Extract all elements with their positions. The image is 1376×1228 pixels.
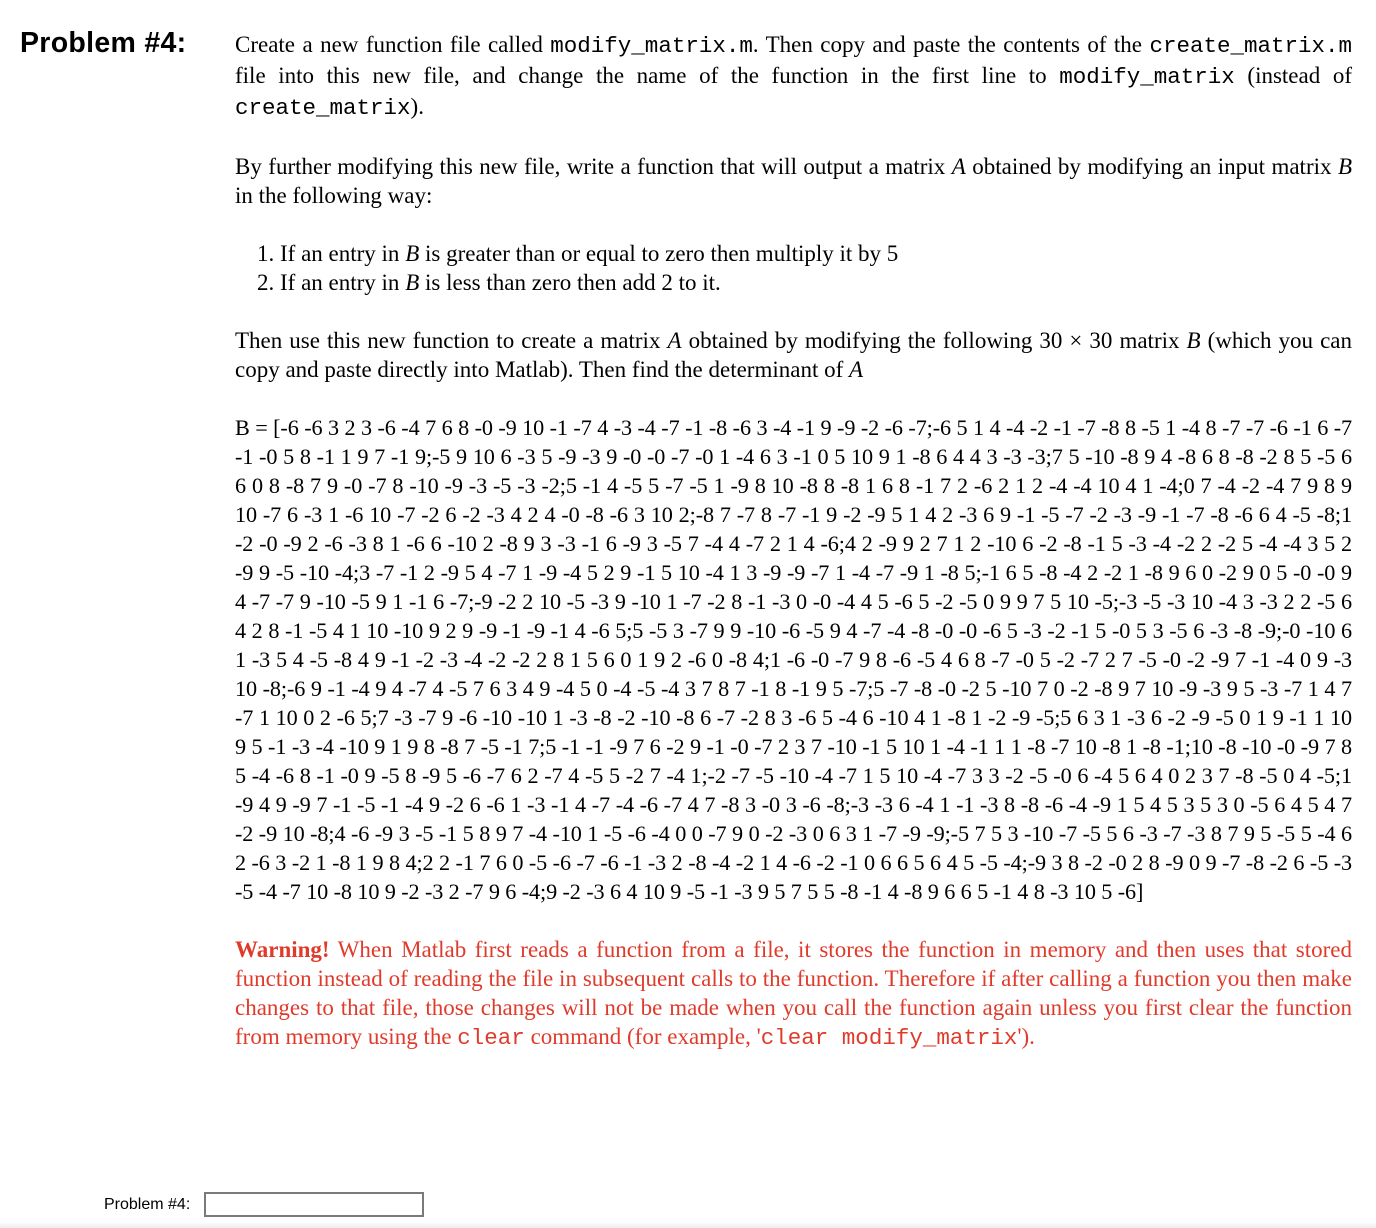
- filename-modify-matrix: modify_matrix.m: [550, 33, 753, 59]
- var-b: B: [405, 270, 420, 295]
- rule-item: [257, 239, 1352, 268]
- rule-text: If an entry in: [274, 270, 406, 295]
- rule-text: If an entry in: [274, 241, 406, 266]
- intro-text-4: (instead of: [1234, 63, 1352, 88]
- var-a: A: [951, 154, 966, 179]
- task-text-1: Then use this new function to create a matrix: [235, 328, 668, 353]
- bottom-shade: [0, 1222, 1376, 1228]
- warning-text-2: command (for example, ': [524, 1024, 761, 1049]
- var-b: B: [1186, 328, 1201, 353]
- matrix-b-definition: B = [-6 -6 3 2 3 -6 -4 7 6 8 -0 -9 10 -1 -7 4 -3 -4 -7 -1 -8 -6 3 -4 -1 9 -9 -2 -6 -7;-6 5 1 4 -4 -2 -1 -7 -8 8 -5 1 -4 8 -7 -7 -6 -1 6 -7 -1 -0 5 8 -1 1 9 7 -1 9;-5 9 10 6 -3 5 -9 -3 9 -0 -0 -7 -0 1 -4 6 3 -1 0 5 10 9 1 -8 6 4 4 3 -3 -3;7 5 -10 -8 9 4 -8 6 8 -8 -2 8 5 -5 6 6 0 8 -8 7 9 -0 -7 8 -10 -9 -3 -5 -3 -2;5 -1 4 -5 5 -7 -5 1 -9 8 10 -8 8 -8 1 6 8 -1 7 2 -6 2 1 2 -4 -4 10 4 1 -4;0 7 -4 -2 -4 7 9 8 9 10 -7 6 -3 1 -6 10 -7 -2 6 -2 -3 4 2 4 -0 -8 -6 3 10 2;-8 7 -7 8 -7 -1 9 -2 -9 5 1 4 2 -3 6 9 -1 -5 -7 -2 -3 -9 -1 -7 -8 -6 6 4 -5 -8;1 -2 -0 -9 2 -6 -3 8 1 -6 6 -10 2 -8 9 3 -3 -1 6 -9 3 -5 7 -4 4 -7 2 1 4 -6;4 2 -9 9 2 7 1 2 -10 6 -2 -8 -1 5 -3 -4 -2 2 -2 5 -4 -4 3 5 2 -9 9 -5 -10 -4;3 -7 -1 2 -9 5 4 -7 1 -9 -4 5 2 9 -1 5 10 -4 1 3 -9 -9 -7 1 -4 -7 -9 1 -8 5;-1 6 5 -8 -4 2 -2 1 -8 9 6 0 -2 9 0 5 -0 -0 9 4 -7 -7 9 -10 -5 9 1 -1 6 -7;-9 -2 2 10 -5 -3 9 -10 1 -7 -2 8 -1 -3 0 -0 -4 4 5 -6 5 -2 -5 0 9 9 7 5 10 -5;-3 -5 -3 10 -4 3 -3 2 2 -5 6 4 2 8 -1 -5 4 1 10 -10 9 2 9 -9 -1 -9 -1 4 -6 5;5 -5 3 -7 9 9 -10 -6 -5 9 4 -7 -4 -8 -0 -0 -6 5 -3 -2 -1 5 -0 5 3 -5 6 -3 -8 -9;-0 -10 6 1 -3 5 4 -5 -8 4 9 -1 -2 -3 -4 -2 -2 2 8 1 5 6 0 1 9 2 -6 0 -8 4;1 -6 -0 -7 9 8 -6 -5 4 6 8 -7 -0 5 -2 -7 2 7 -5 -0 -2 -9 7 -1 -4 0 9 -3 10 -8;-6 9 -1 -4 9 4 -7 4 -5 7 6 3 4 9 -4 5 0 -4 -5 -4 3 7 8 7 -1 8 -1 9 5 -7;5 -7 -8 -0 -2 5 -10 7 0 -2 -8 9 7 10 -9 -3 9 5 -3 -7 1 4 7 -7 1 10 0 2 -6 5;7 -3 -7 9 -6 -10 -10 1 -3 -8 -2 -10 -8 6 -7 -2 8 3 -6 5 -4 6 -10 4 1 -8 1 -2 -9 -5;5 6 3 1 -3 6 -2 -9 -5 0 1 9 -1 1 10 9 5 -1 -3 -4 -10 9 1 9 8 -8 7 -5 -1 7;5 -1 -1 -9 7 6 -2 9 -1 -0 -7 2 3 7 -10 -1 5 10 1 -4 -1 1 1 -8 -7 10 -8 1 -8 -1;10 -8 -10 -0 -9 7 8 5 -4 -6 8 -1 -0 9 -5 8 -9 5 -6 -7 6 2 -7 4 -5 5 -2 7 -4 1;-2 -7 -5 -10 -4 -7 1 5 10 -4 -7 3 3 -2 -5 -0 6 -4 5 6 4 0 2 3 7 -8 -5 0 4 -5;1 -9 4 9 -9 7 -1 -5 -1 -4 9 -2 6 -6 1 -3 -1 4 -7 -4 -6 -7 4 7 -8 3 -0 3 -6 -8;-3 -3 6 -4 1 -1 -3 8 -8 -6 -4 -9 1 5 4 5 3 5 3 0 -5 6 4 5 4 7 -2 -9 10 -8;4 -6 -9 3 -5 -1 5 8 9 7 -4 -10 1 -5 -6 -4 0 0 -7 9 0 -2 -3 0 6 3 1 -7 -9 -9;-5 7 5 3 -10 -7 -5 5 6 -3 -7 -3 8 7 9 5 -5 5 -4 6 2 -6 3 -2 1 -8 1 9 8 4;2 2 -1 7 6 0 -5 -6 -7 -6 -1 -3 2 -8 -4 -2 1 4 -6 -2 -1 0 6 6 5 6 4 5 -5 -4;-9 3 8 -2 -0 2 8 -9 0 9 -7 -8 -2 6 -5 -3 -5 -4 -7 10 -8 10 9 -2 -3 2 -7 9 6 -4;9 -2 -3 6 4 10 9 -5 -1 -3 9 5 7 5 5 -8 -1 4 -8 9 6 6 5 -1 4 8 -3 10 5 -6]: [235, 415, 1352, 904]
- clear-example-command: clear modify_matrix: [760, 1025, 1018, 1051]
- rule-text: is less than zero then add 2 to it.: [419, 270, 721, 295]
- problem-body: [235, 30, 1352, 1053]
- var-b: B: [405, 241, 420, 266]
- rule-item: [257, 268, 1352, 297]
- problem-heading: Problem #4:: [20, 27, 187, 59]
- instructions-text-1: By further modifying this new file, write a function that will output a matrix: [235, 154, 952, 179]
- instructions-text-2: obtained by modifying an input matrix: [965, 154, 1338, 179]
- intro-text-1: Create a new function file called: [235, 32, 551, 57]
- filename-create-matrix: create_matrix.m: [1149, 33, 1352, 59]
- intro-paragraph: [235, 30, 1352, 123]
- intro-text-5: ).: [410, 94, 424, 119]
- task-text-2: obtained by modifying the following 30 × 30 matrix: [681, 328, 1187, 353]
- answer-input[interactable]: [204, 1192, 424, 1217]
- warning-label: Warning!: [235, 937, 330, 962]
- intro-text-2: . Then copy and paste the contents of the: [752, 32, 1150, 57]
- answer-label: Problem #4:: [104, 1195, 191, 1213]
- warning-text-3: ').: [1017, 1024, 1035, 1049]
- rule-number: 2.: [257, 270, 275, 295]
- function-name-create-matrix: create_matrix: [235, 95, 411, 121]
- task-text-3: (which you can copy and paste directly into Matlab). Then find the determinant of: [235, 328, 1352, 382]
- intro-text-3: file into this new file, and change the name of the function in the first line to: [235, 63, 1060, 88]
- instructions-paragraph: [235, 152, 1352, 210]
- answer-row: [104, 1192, 424, 1217]
- var-b: B: [1337, 154, 1352, 179]
- task-paragraph: [235, 326, 1352, 384]
- rule-text: is greater than or equal to zero then multiply it by 5: [419, 241, 899, 266]
- function-name-modify-matrix: modify_matrix: [1059, 64, 1235, 90]
- rules-list: [235, 239, 1352, 297]
- var-a: A: [849, 357, 864, 382]
- clear-command: clear: [457, 1025, 525, 1051]
- rule-number: 1.: [257, 241, 275, 266]
- instructions-text-3: in the following way:: [235, 183, 433, 208]
- var-a: A: [667, 328, 682, 353]
- warning-text-1: When Matlab first reads a function from a file, it stores the function in memory and then uses that stored function instead of reading the file in subsequent calls to the function. Therefore if after calling a function you then make changes to that file, those changes will not be made when you call the function again unless you first clear the function from memory using the: [235, 937, 1352, 1049]
- warning-paragraph: [235, 935, 1352, 1053]
